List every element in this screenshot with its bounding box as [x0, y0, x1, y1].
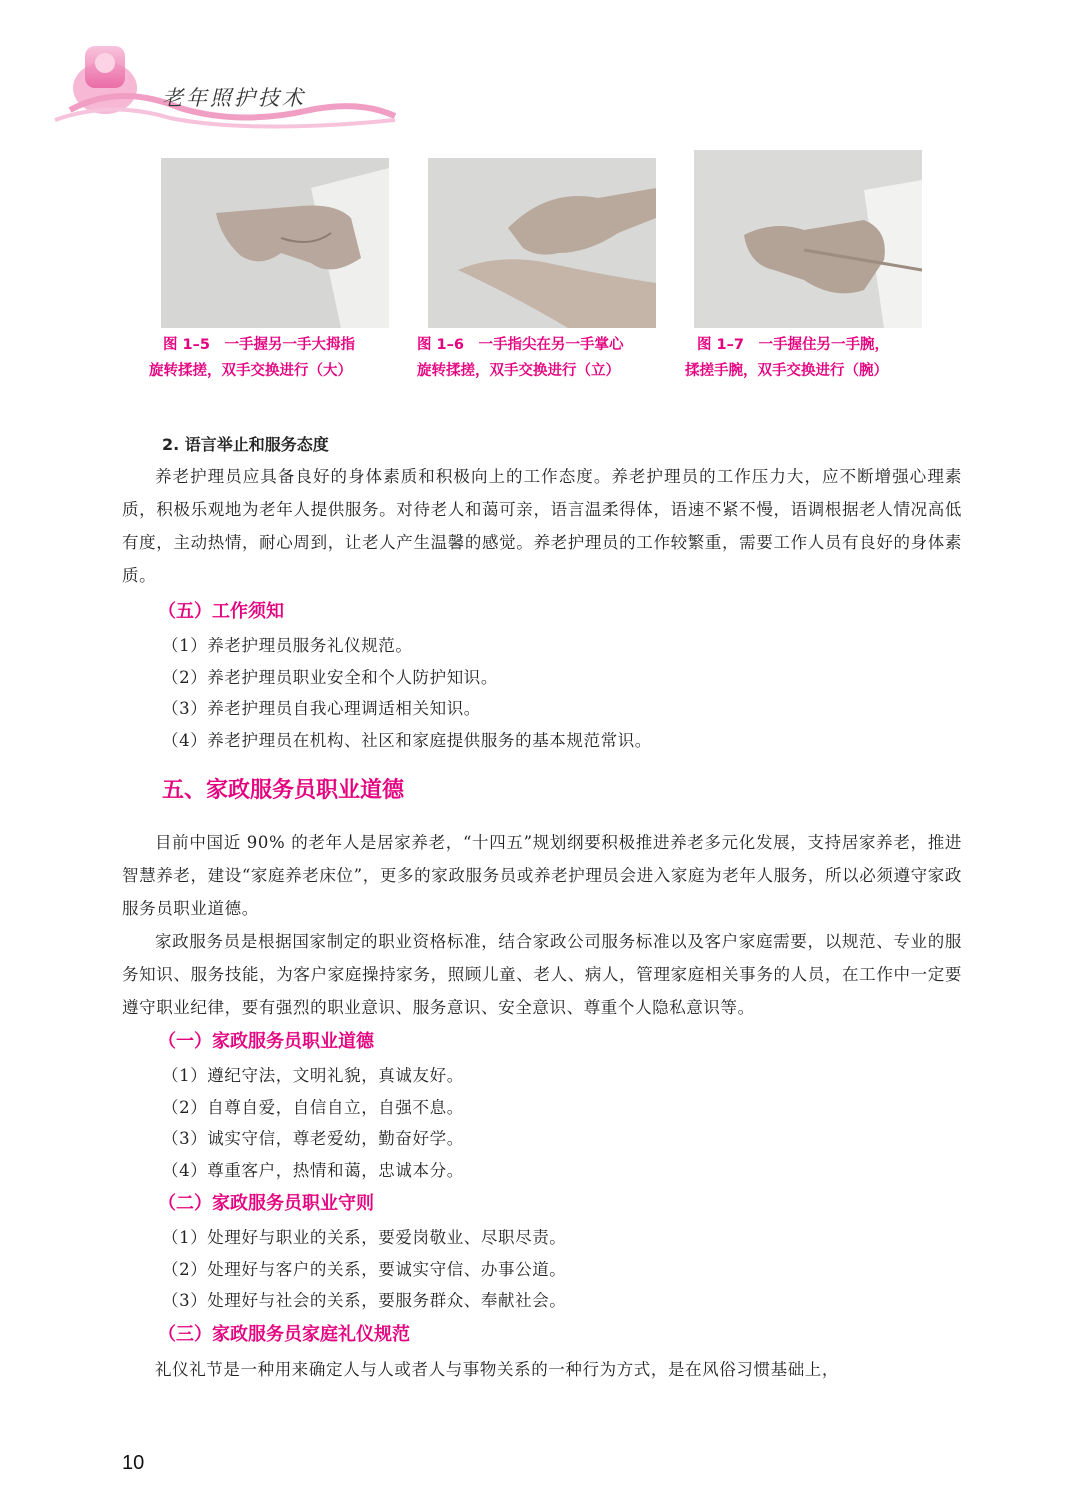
list-item: （2）自尊自爱，自信自立，自强不息。 [162, 1097, 464, 1117]
chapter-heading-five: 五、家政服务员职业道德 [162, 778, 405, 803]
figure-photo [428, 158, 656, 328]
list-item: （2）处理好与客户的关系，要诚实守信、办事公道。 [162, 1259, 567, 1279]
section-heading-notice: （五）工作须知 [158, 601, 284, 622]
figure-caption-line1: 图 1–5 一手握另一手大拇指 [163, 337, 355, 353]
section-heading-rules: （二）家政服务员职业守则 [158, 1193, 374, 1214]
figure-photo [161, 158, 389, 328]
figure-caption-line2: 旋转揉搓，双手交换进行（大） [149, 363, 352, 379]
section-heading-language: 2. 语言举止和服务态度 [162, 435, 329, 454]
list-item: （2）养老护理员职业安全和个人防护知识。 [162, 667, 498, 687]
figure-caption-line1: 图 1–7 一手握住另一手腕， [697, 337, 889, 353]
section-heading-ethics: （一）家政服务员职业道德 [158, 1031, 374, 1052]
hands-palm-rub-image [428, 158, 656, 328]
list-item: （3）养老护理员自我心理调适相关知识。 [162, 699, 481, 718]
figure-caption-line2: 揉搓手腕，双手交换进行（腕） [685, 363, 888, 379]
paragraph-five-1: 目前中国近 90% 的老年人是居家养老，“十四五”规划纲要积极推进养老多元化发展，支持居家养老，推进智慧养老，建设“家庭养老床位”，更多的家政服务员或养老护理员会进入家庭为老年人服务，所以必须遵守家政服务员职业道德。 [122, 833, 962, 918]
figure-photo [694, 150, 922, 328]
figure-row [149, 150, 935, 400]
list-item: （4）养老护理员在机构、社区和家庭提供服务的基本规范常识。 [162, 730, 652, 750]
paragraph-five-2: 家政服务员是根据国家制定的职业资格标准，结合家政公司服务标准以及客户家庭需要，以规范、专业的服务知识、服务技能，为客户家庭操持家务，照顾儿童、老人、病人，管理家庭相关事务的人员，在工作中一定要遵守职业纪律，要有强烈的职业意识、服务意识、安全意识、尊重个人隐私意识等。 [122, 932, 962, 1017]
hands-thumb-rub-image [161, 158, 389, 328]
figure-caption-line2: 旋转揉搓，双手交换进行（立） [417, 363, 620, 379]
list-item: （1）养老护理员服务礼仪规范。 [162, 636, 413, 655]
list-item: （1）处理好与职业的关系，要爱岗敬业、尽职尽责。 [162, 1228, 567, 1247]
figure-caption-line1: 图 1–6 一手指尖在另一手掌心 [417, 337, 624, 353]
list-item: （4）尊重客户，热情和蔼，忠诚本分。 [162, 1160, 464, 1180]
list-item: （3）诚实守信，尊老爱幼，勤奋好学。 [162, 1129, 464, 1148]
section-heading-etiquette: （三）家政服务员家庭礼仪规范 [158, 1323, 410, 1345]
list-item: （3）处理好与社会的关系，要服务群众、奉献社会。 [162, 1291, 567, 1310]
paragraph-language: 养老护理员应具备良好的身体素质和积极向上的工作态度。养老护理员的工作压力大，应不断增强心理素质，积极乐观地为老年人提供服务。对待老人和蔼可亲，语言温柔得体，语速不紧不慢，语调根据老人情况高低有度，主动热情，耐心周到，让老人产生温馨的感觉。养老护理员的工作较繁重，需要工作人员有良好的身体素质。 [122, 467, 962, 585]
paragraph-etiquette: 礼仪礼节是一种用来确定人与人或者人与事物关系的一种行为方式，是在风俗习惯基础上， [155, 1359, 839, 1379]
page-content [122, 430, 962, 1386]
hands-wrist-rub-image [694, 150, 922, 328]
page-header [50, 38, 410, 133]
book-title: 老年照护技术 [162, 86, 306, 110]
list-item: （1）遵纪守法，文明礼貌，真诚友好。 [162, 1066, 464, 1085]
page-number: 10 [122, 1452, 145, 1474]
